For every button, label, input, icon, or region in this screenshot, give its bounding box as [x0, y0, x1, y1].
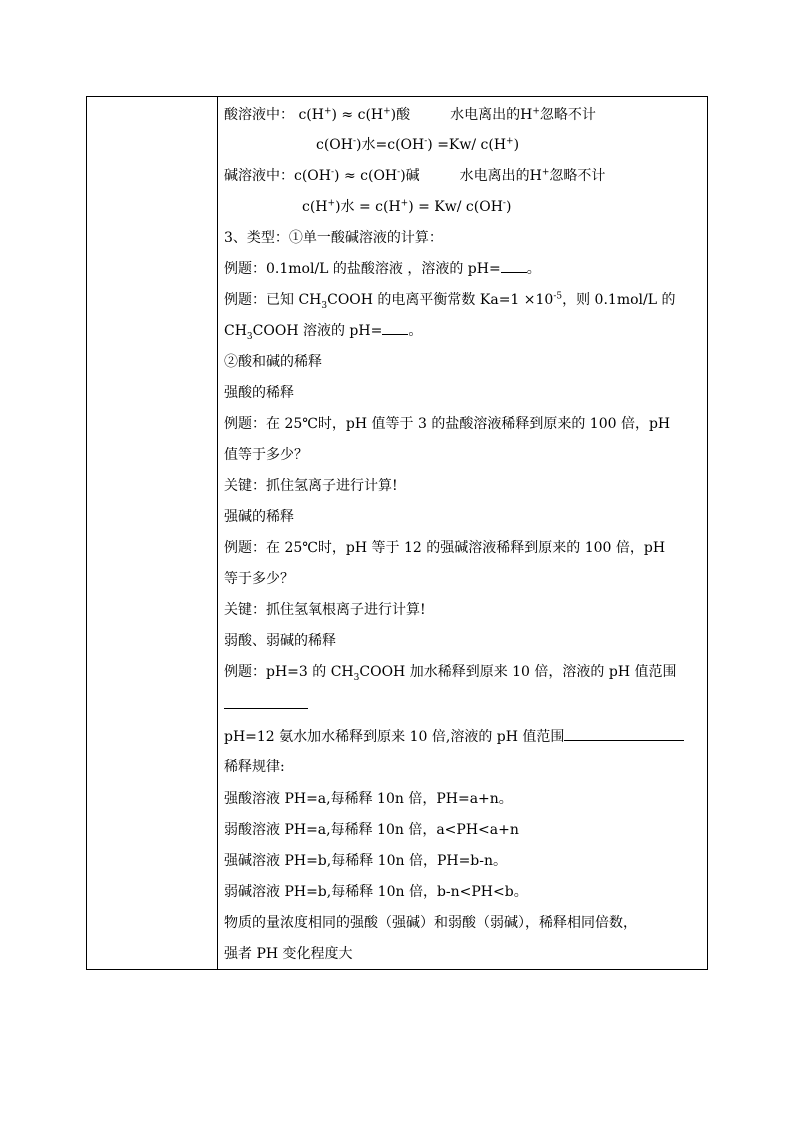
- line-dilution-heading: ②酸和碱的稀释: [224, 354, 322, 370]
- text: ): [505, 199, 512, 215]
- text: ) =Kw/ c(H: [427, 137, 507, 153]
- line-summary: 物质的量浓度相同的强酸（强碱）和弱酸（弱碱），稀释相同倍数，: [224, 915, 637, 931]
- subscript: 3: [353, 672, 360, 683]
- text: c(H: [302, 199, 328, 215]
- line-example-strong-base: 例题：在 25℃时，pH 等于 12 的强碱溶液稀释到原来的 100 倍，pH: [224, 540, 666, 556]
- subscript: 3: [246, 331, 253, 342]
- line-example-ammonia: [224, 727, 684, 747]
- superscript: -: [424, 136, 428, 147]
- superscript: -: [353, 136, 357, 147]
- line-rule-strong-acid: 强酸溶液 PH=a,每稀释 10n 倍，PH=a+n。: [224, 791, 513, 807]
- line-key-hydrogen: 关键：抓住氢离子进行计算!: [224, 478, 398, 494]
- superscript: -: [331, 167, 335, 178]
- line-example-acetic-cont: [224, 321, 422, 341]
- line-summary-cont: 强者 PH 变化程度大: [224, 946, 353, 962]
- text: 忽略不计: [549, 168, 606, 184]
- superscript: -: [502, 198, 506, 209]
- text: COOH 的电离平衡常数 Ka=1 ×10: [327, 292, 554, 308]
- answer-blank: [382, 322, 408, 335]
- subscript: 3: [321, 300, 328, 311]
- text: pH=12 氨水加水稀释到原来 10 倍,溶液的 pH 值范围: [224, 729, 565, 745]
- line-rule-weak-base: 弱碱溶液 PH=b,每稀释 10n 倍，b-n<PH<b。: [224, 884, 528, 900]
- answer-blank: [564, 728, 684, 741]
- line-acid-oh: [316, 135, 519, 155]
- superscript: +: [532, 106, 540, 117]
- line-rule-strong-base: 强碱溶液 PH=b,每稀释 10n 倍，PH=b-n。: [224, 853, 508, 869]
- text: 例题：已知 CH: [224, 292, 322, 308]
- text: COOH 加水稀释到原来 10 倍，溶液的 pH 值范围: [359, 664, 677, 680]
- column-divider: [217, 97, 218, 969]
- answer-blank: [501, 260, 527, 273]
- line-answer-blank-weak-acid: [224, 695, 308, 715]
- answer-blank: [224, 696, 308, 709]
- text: 水电离出的H: [459, 168, 542, 184]
- line-acid-solution: [224, 105, 596, 125]
- text: )水 = c(H: [335, 199, 401, 215]
- superscript: +: [323, 106, 332, 117]
- text: ): [513, 137, 520, 153]
- superscript: -: [397, 167, 401, 178]
- superscript: +: [327, 198, 336, 209]
- text: 酸溶液中： c(H: [224, 107, 324, 123]
- text: COOH 溶液的 pH=: [252, 323, 383, 339]
- line-rule-weak-acid: 弱酸溶液 PH=a,每稀释 10n 倍，a<PH<a+n: [224, 822, 519, 838]
- line-example-strong-base-cont: 等于多少？: [224, 571, 294, 587]
- superscript: +: [400, 198, 409, 209]
- superscript: +: [541, 167, 550, 178]
- text: ) = Kw/ c(OH: [408, 199, 503, 215]
- line-example-hcl: [224, 259, 541, 279]
- line-base-h: [302, 197, 511, 217]
- line-types-heading: 3、类型：①单一酸碱溶液的计算：: [224, 230, 443, 246]
- text: 例题：pH=3 的 CH: [224, 664, 354, 680]
- table-frame: [86, 96, 708, 970]
- text: 例题：0.1mol/L 的盐酸溶液 ，溶液的 pH=: [224, 261, 501, 277]
- text: 水电离出的H: [450, 107, 533, 123]
- text: CH: [224, 323, 247, 339]
- text: ) ≈ c(OH: [334, 168, 398, 184]
- text: )酸: [390, 107, 411, 123]
- text: ) ≈ c(H: [331, 107, 384, 123]
- text: 。: [526, 261, 541, 277]
- text: )水=c(OH: [356, 137, 425, 153]
- text: )碱: [400, 168, 420, 184]
- superscript: +: [506, 136, 514, 147]
- superscript: +: [383, 106, 391, 117]
- text: 忽略不计: [539, 107, 596, 123]
- line-example-strong-acid-cont: 值等于多少？: [224, 447, 308, 463]
- line-example-acetic: [224, 290, 675, 310]
- line-strong-acid-dilution: 强酸的稀释: [224, 385, 294, 401]
- line-strong-base-dilution: 强碱的稀释: [224, 509, 294, 525]
- line-dilution-rules: 稀释规律:: [224, 759, 285, 775]
- text: 。: [408, 323, 423, 339]
- text: 碱溶液中：c(OH: [224, 168, 331, 184]
- text: c(OH: [316, 137, 353, 153]
- superscript: -5: [553, 291, 563, 302]
- line-example-strong-acid: 例题：在 25℃时，pH 值等于 3 的盐酸溶液稀释到原来的 100 倍，pH: [224, 416, 671, 432]
- text: ，则 0.1mol/L 的: [562, 292, 676, 308]
- line-base-solution: [224, 166, 605, 186]
- line-key-hydroxide: 关键：抓住氢氧根离子进行计算!: [224, 602, 426, 618]
- line-weak-dilution: 弱酸、弱碱的稀释: [224, 633, 336, 649]
- line-example-weak-acid: [224, 662, 677, 682]
